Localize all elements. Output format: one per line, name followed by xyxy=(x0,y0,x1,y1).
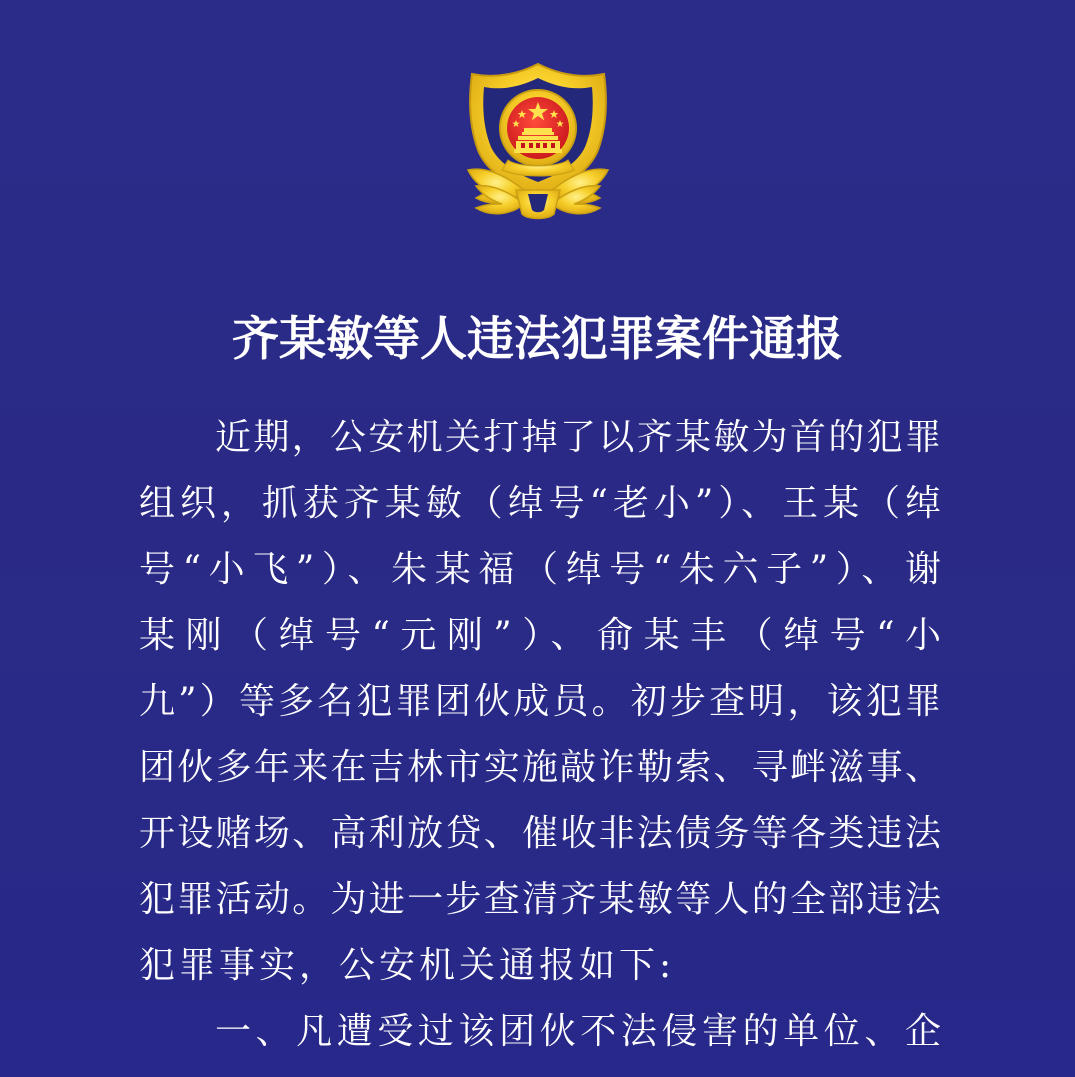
paragraph-line: 九”）等多名犯罪团伙成员。初步查明，该犯罪 xyxy=(139,681,941,722)
paragraph-line: 号“小飞”）、朱某福（绰号“朱六子”）、谢 xyxy=(139,549,941,590)
police-emblem-icon xyxy=(458,58,618,228)
paragraph-line: 犯罪活动。为进一步查清齐某敏等人的全部违法 xyxy=(139,879,941,920)
paragraph-line: 组织，抓获齐某敏（绰号“老小”）、王某（绰 xyxy=(139,483,941,524)
paragraph-line: 近期，公安机关打掉了以齐某敏为首的犯罪 xyxy=(215,417,941,458)
paragraph-line: 一、凡遭受过该团伙不法侵害的单位、企 xyxy=(215,1011,941,1052)
page-title: 齐某敏等人违法犯罪案件通报 xyxy=(232,312,843,367)
paragraph-line: 犯罪事实，公安机关通报如下: xyxy=(139,945,676,986)
paragraph-line: 开设赌场、高利放贷、催收非法债务等各类违法 xyxy=(139,813,941,854)
paragraph-line: 团伙多年来在吉林市实施敲诈勒索、寻衅滋事、 xyxy=(139,747,941,788)
paragraph-line: 某刚（绰号“元刚”）、俞某丰（绰号“小 xyxy=(139,615,941,656)
